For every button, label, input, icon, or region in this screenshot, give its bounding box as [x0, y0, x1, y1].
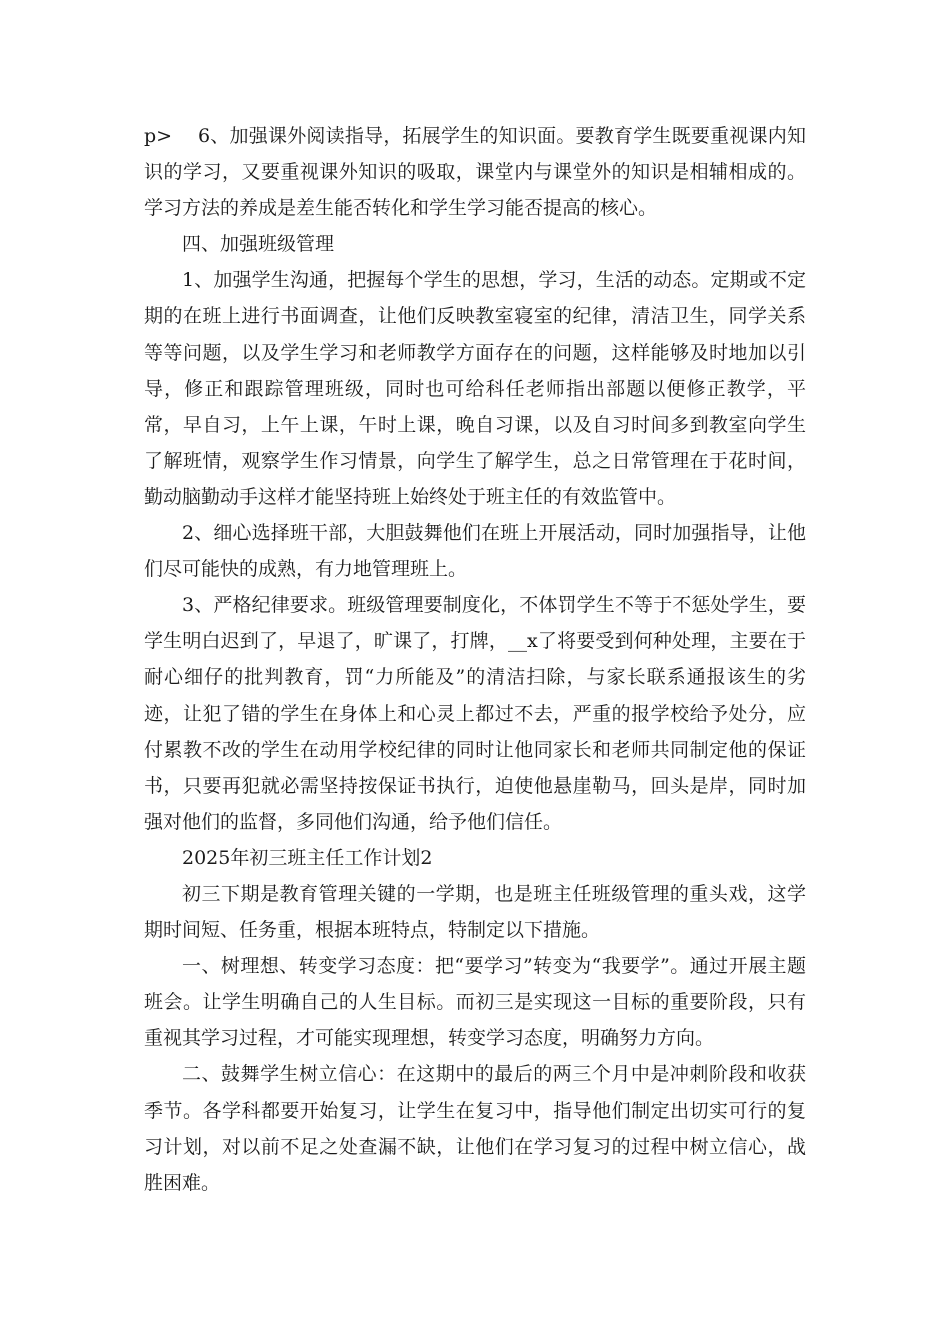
- paragraph-text: 6、加强课外阅读指导，拓展学生的知识面。要教育学生既要重视课内知识的学习，又要重视课外知识的吸取，课堂内与课堂外的知识是相辅相成的。学习方法的养成是差生能否转化和学生学习能否提高的核心。: [144, 125, 806, 220]
- stray-markup-fragment: p>: [144, 125, 173, 147]
- paragraph-discipline: 3、严格纪律要求。班级管理要制度化，不体罚学生不等于不惩处学生，要学生明白迟到了，早退了，旷课了，打牌，__x了将要受到何种处理，主要在于耐心细仔的批判教育，罚“力所能及”的清洁扫除，与家长联系通报该生的劣迹，让犯了错的学生在身体上和心灵上都过不去，严重的报学校给予处分，应付累教不改的学生在动用学校纪律的同时让他同家长和老师共同制定他的保证书，只要再犯就必需坚持按保证书执行，迫使他悬崖勒马，回头是岸，同时加强对他们的监督，多同他们沟通，给予他们信任。: [144, 594, 806, 833]
- paragraph-class-cadres: 2、细心选择班干部，大胆鼓舞他们在班上开展活动，同时加强指导，让他们尽可能快的成熟，有力地管理班上。: [144, 522, 806, 581]
- paragraph-student-communication: 1、加强学生沟通，把握每个学生的思想，学习，生活的动态。定期或不定期的在班上进行书面调查，让他们反映教室寝室的纪律，清洁卫生，同学关系等等问题，以及学生学习和老师教学方面存在的问题，这样能够及时地加以引导，修正和跟踪管理班级，同时也可给科任老师指出部题以便修正教学，平常，早自习，上午上课，午时上课，晚自习课，以及自习时间多到教室向学生了解班情，观察学生作习情景，向学生了解学生，总之日常管理在于花时间，勤动脑勤动手这样才能坚持班上始终处于班主任的有效监管中。: [144, 269, 806, 508]
- section-title-plan-2: 2025年初三班主任工作计划2: [182, 846, 433, 869]
- paragraph-intro: 初三下期是教育管理关键的一学期，也是班主任班级管理的重头戏，这学期时间短、任务重，根据本班特点，特制定以下措施。: [144, 882, 806, 942]
- paragraph-ideals: 一、树理想、转变学习态度：把“要学习”转变为“我要学”。通过开展主题班会。让学生明确自己的人生目标。而初三是实现这一目标的重要阶段，只有重视其学习过程，才可能实现理想，转变学习态度，明确努力方向。: [144, 955, 806, 1050]
- paragraph-confidence: 二、鼓舞学生树立信心：在这期中的最后的两三个月中是冲刺阶段和收获季节。各学科都要开始复习，让学生在复习中，指导他们制定出切实可行的复习计划，对以前不足之处查漏不缺，让他们在学习复习的过程中树立信心，战胜困难。: [144, 1063, 806, 1194]
- document-body: [144, 118, 806, 1201]
- section-heading-class-management: 四、加强班级管理: [182, 233, 335, 256]
- paragraph-reading-guidance: [144, 118, 806, 226]
